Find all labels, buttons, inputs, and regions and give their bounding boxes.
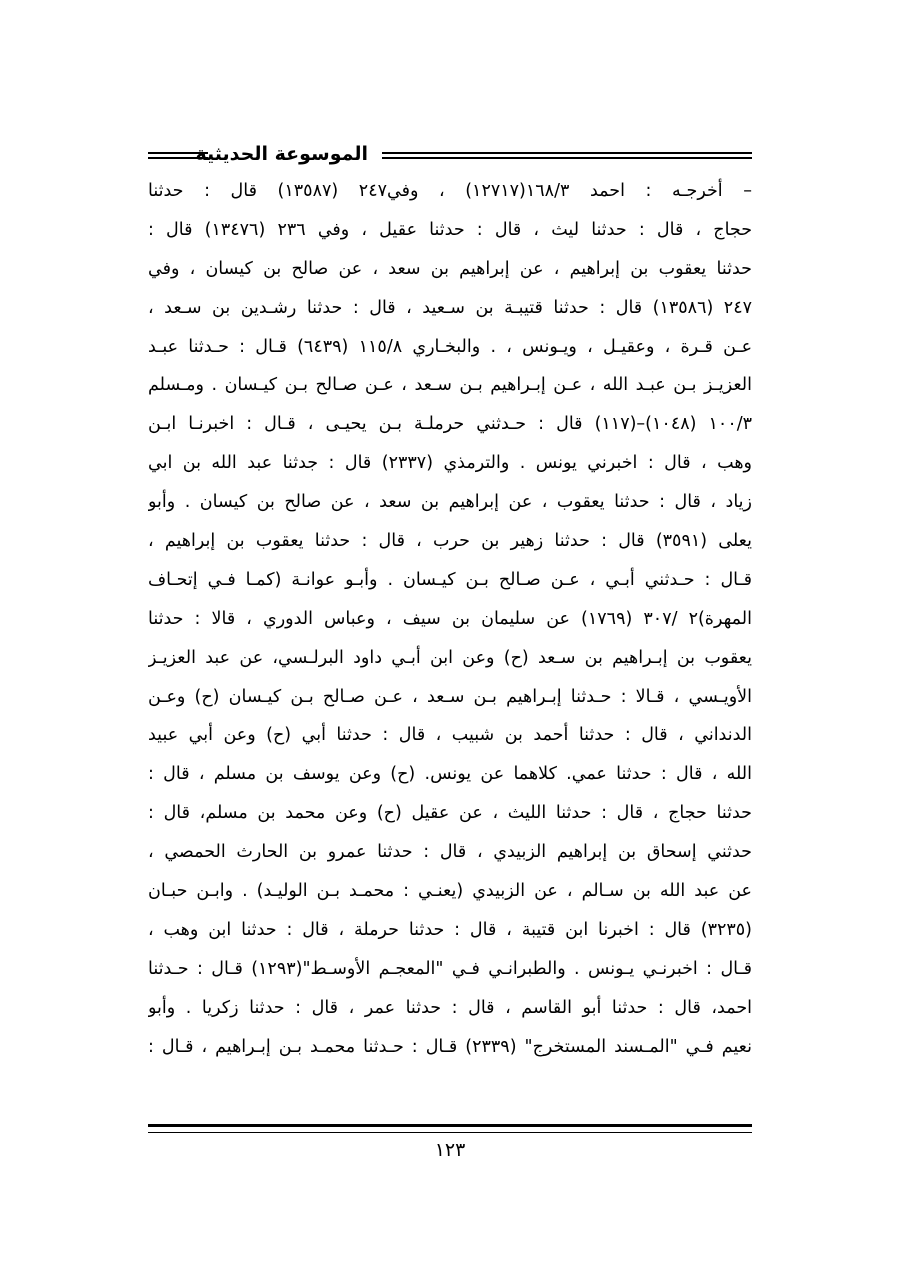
text-line: الدنداني ، قال : حدثنا أحمد بن شبيب ، قال : حدثنا أبي (ح) وعن أبي عبيد — [148, 725, 752, 746]
text-line: المهرة)٢ /٣٠٧ (١٧٦٩) عن سليمان بن سيف ، وعباس الدوري ، قالا : حدثنا — [148, 608, 752, 629]
text-line: ١٠٠/٣ (١٠٤٨)–(١١٧) قال : حـدثني حرملـة بـن يحيـى ، قـال : اخبرنـا ابـن — [148, 414, 752, 435]
header-rule-right — [382, 152, 752, 159]
text-line: حدثني إسحاق بن إبراهيم الزبيدي ، قال : حدثنا عمرو بن الحارث الحمصي ، — [148, 842, 752, 863]
text-line: يعقوب بن إبـراهيم بن سـعد (ح) وعن ابن أبـي داود البرلـسي، عن عبد العزيـز — [148, 647, 752, 668]
text-line: زياد ، قال : حدثنا يعقوب ، عن إبراهيم بن سعد ، عن صالح بن كيسان . وأبو — [148, 492, 752, 513]
text-line: الله ، قال : حدثنا عمي. كلاهما عن يونس. (ح) وعن يوسف بن مسلم ، قال : — [148, 764, 752, 785]
text-line: – أخرجـه : احمد ١٦٨/٣(١٢٧١٧) ، وفي٢٤٧ (١٣٥٨٧) قال : حدثنا — [148, 181, 752, 201]
text-line: يعلى (٣٥٩١) قال : حدثنا زهير بن حرب ، قال : حدثنا يعقوب بن إبراهيم ، — [148, 531, 752, 552]
text-line: حدثنا حجاج ، قال : حدثنا الليث ، عن عقيل (ح) وعن محمد بن مسلم، قال : — [148, 803, 752, 824]
text-line: نعيم فـي "المـسند المستخرج" (٢٣٣٩) قـال : حـدثنا محمـد بـن إبـراهيم ، قـال : — [148, 1036, 752, 1057]
page-header — [148, 138, 752, 172]
text-line: الأويـسي ، قـالا : حـدثنا إبـراهيم بـن سـعد ، عـن صـالح بـن كيـسان (ح) وعـن — [148, 686, 752, 707]
text-line: احمد، قال : حدثنا أبو القاسم ، قال : حدثنا عمر ، قال : حدثنا زكريا . وأبو — [148, 997, 752, 1018]
text-line: قـال : حـدثني أبـي ، عـن صـالح بـن كيـسان . وأبـو عوانـة (كمـا فـي إتحـاف — [148, 569, 752, 590]
text-line: (٣٢٣٥) قال : اخبرنا ابن قتيبة ، قال : حدثنا حرملة ، قال : حدثنا ابن وهب ، — [148, 919, 752, 940]
text-line: العزيـز بـن عبـد الله ، عـن إبـراهيم بـن سـعد ، عـن صـالح بـن كيـسان . ومـسلم — [148, 375, 752, 396]
text-line: حجاج ، قال : حدثنا ليث ، قال : حدثنا عقيل ، وفي ٢٣٦ (١٣٤٧٦) قال : — [148, 219, 752, 240]
text-line: حدثنا يعقوب بن إبراهيم ، عن إبراهيم بن سعد ، عن صالح بن كيسان ، وفي — [148, 258, 752, 279]
text-line: ٢٤٧ (١٣٥٨٦) قال : حدثنا قتيبـة بن سـعيد ، قال : حدثنا رشـدين بن سـعد ، — [148, 297, 752, 318]
text-line: قـال : اخبرنـي يـونس . والطبرانـي فـي "المعجـم الأوسـط"(١٢٩٣) قـال : حـدثنا — [148, 958, 752, 979]
text-line: عن عبد الله بن سـالم ، عن الزبيدي (يعنـي : محمـد بـن الوليـد) . وابـن حبـان — [148, 881, 752, 902]
text-line: وهب ، قال : اخبرني يونس . والترمذي (٢٣٣٧) قال : جدثنا عبد الله بن ابي — [148, 453, 752, 474]
header-title: الموسوعة الحديثية — [195, 143, 368, 165]
header-rule-left — [148, 152, 208, 159]
body-text — [148, 172, 752, 1066]
footer-rule — [148, 1124, 752, 1133]
text-line: عـن قـرة ، وعقيـل ، ويـونس ، . والبخـاري ١١٥/٨ (٦٤٣٩) قـال : حـدثنا عبـد — [148, 336, 752, 357]
page-number: ١٢٣ — [434, 1139, 466, 1161]
